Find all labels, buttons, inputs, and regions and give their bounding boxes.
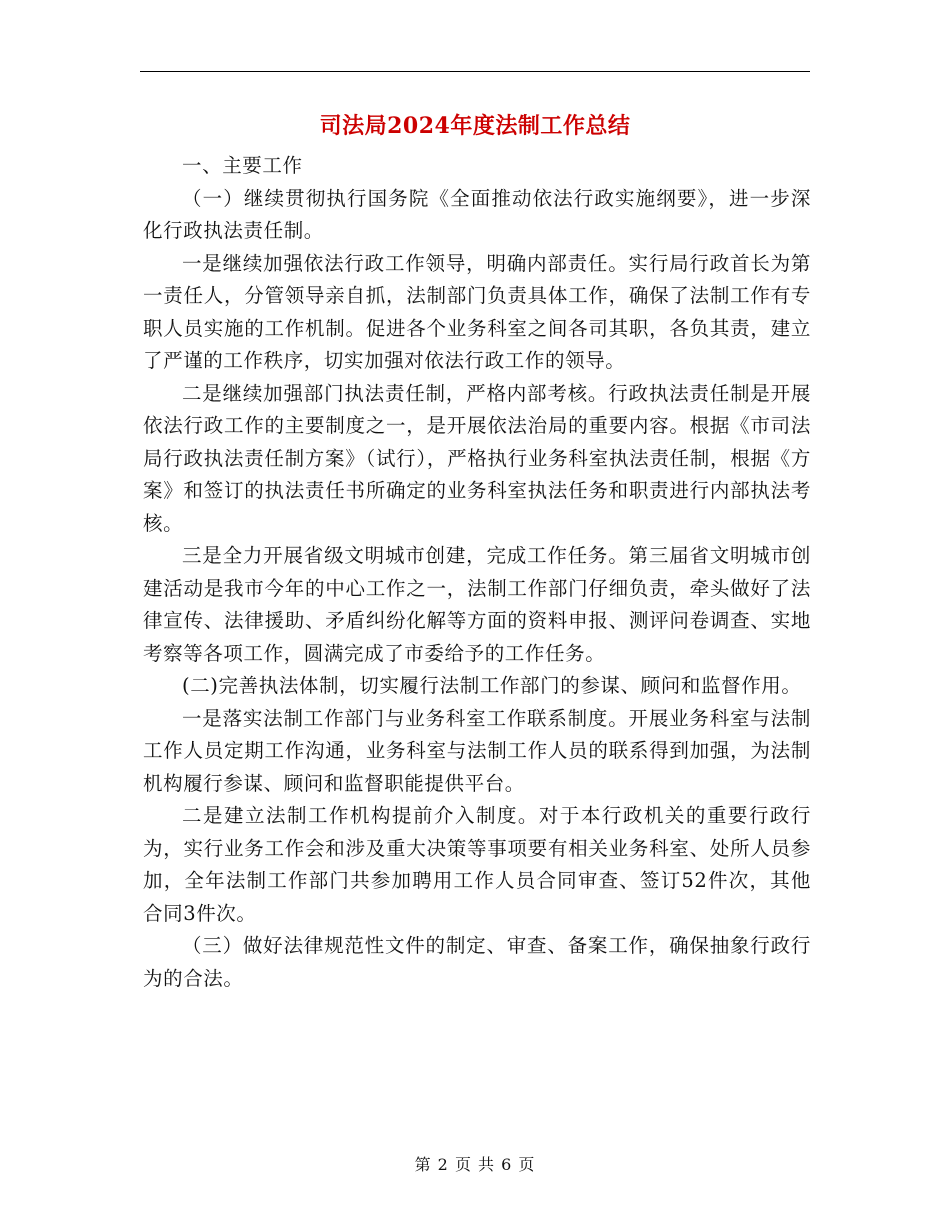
subsection-heading-2: (二)完善执法体制，切实履行法制工作部门的参谋、顾问和监督作用。	[182, 674, 802, 697]
header-rule	[140, 71, 810, 72]
paragraph-early-intervention: 二是建立法制工作机构提前介入制度。对于本行政机关的重要行政行为，实行业务工作会和涉及重大决策等事项要有相关业务科室、处所人员参加，全年法制工作部门共参加聘用工作人员合同审查、签订52件次，其他合同3件次。	[143, 804, 811, 925]
subsection-heading-1: （一）继续贯彻执行国务院《全面推动依法行政实施纲要》，进一步深化行政执法责任制。	[143, 186, 811, 242]
paragraph-liaison-system: 一是落实法制工作部门与业务科室工作联系制度。开展业务科室与法制工作人员定期工作沟通，业务科室与法制工作人员的联系得到加强，为法制机构履行参谋、顾问和监督职能提供平台。	[143, 706, 811, 795]
document-body	[143, 150, 811, 995]
page-number-footer: 第 2 页 共 6 页	[414, 1155, 536, 1174]
paragraph-leadership: 一是继续加强依法行政工作领导，明确内部责任。实行局行政首长为第一责任人，分管领导亲自抓，法制部门负责具体工作，确保了法制工作有专职人员实施的工作机制。促进各个业务科室之间各司其职，各负其责，建立了严谨的工作秩序，切实加强对依法行政工作的领导。	[143, 251, 811, 372]
document-title: 司法局2024年度法制工作总结	[319, 113, 631, 139]
paragraph-civilized-city: 三是全力开展省级文明城市创建，完成工作任务。第三届省文明城市创建活动是我市今年的中心工作之一，法制工作部门仔细负责，牵头做好了法律宣传、法律援助、矛盾纠纷化解等方面的资料申报、测评问卷调查、实地考察等各项工作，圆满完成了市委给予的工作任务。	[143, 544, 811, 665]
section-heading-main-work: 一、主要工作	[182, 154, 303, 177]
paragraph-responsibility: 二是继续加强部门执法责任制，严格内部考核。行政执法责任制是开展依法行政工作的主要制度之一，是开展依法治局的重要内容。根据《市司法局行政执法责任制方案》（试行），严格执行业务科室执法责任制，根据《方案》和签订的执法责任书所确定的业务科室执法任务和职责进行内部执法考核。	[143, 381, 811, 535]
subsection-heading-3: （三）做好法律规范性文件的制定、审查、备案工作，确保抽象行政行为的合法。	[143, 934, 811, 990]
